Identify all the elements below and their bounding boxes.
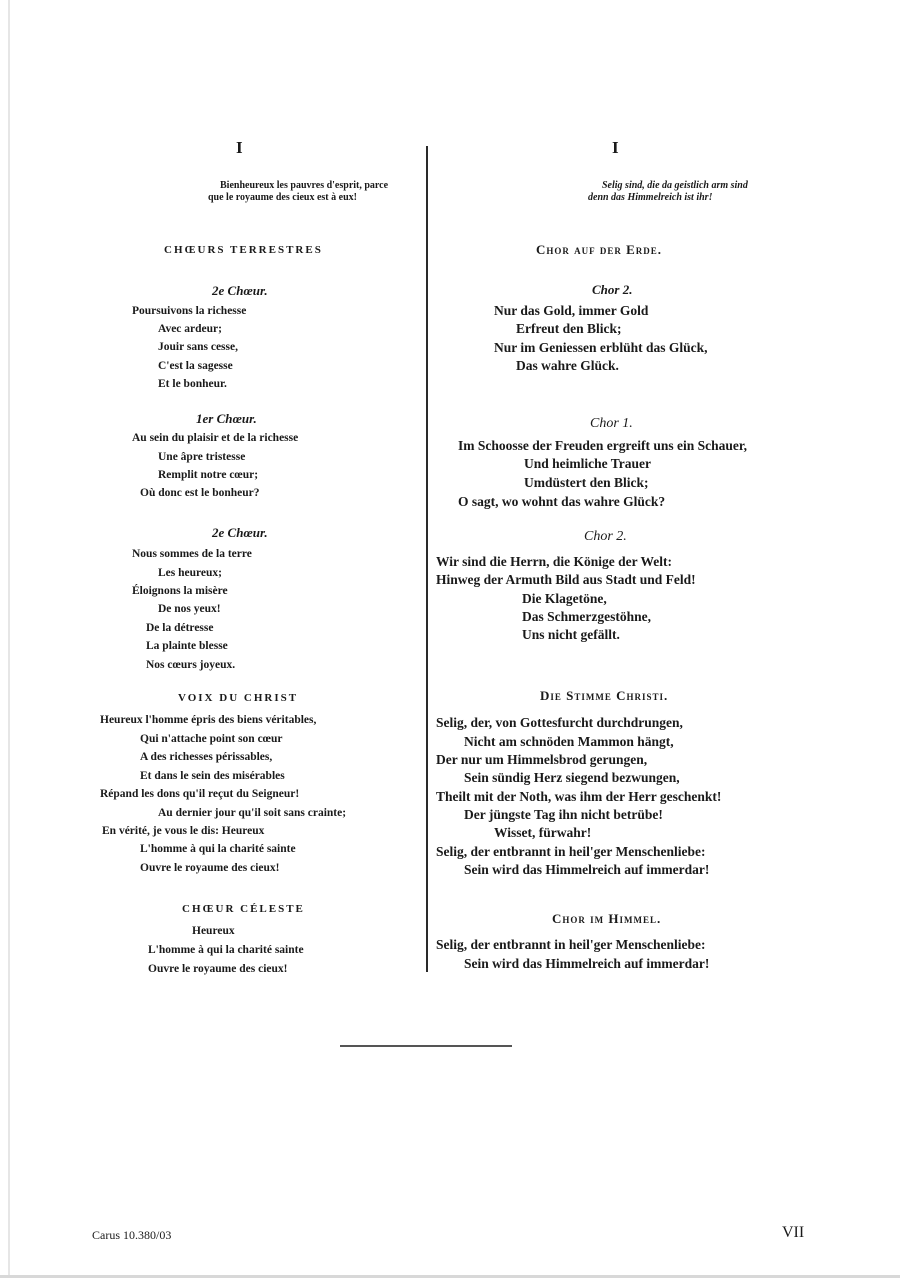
footer-catalog-number: Carus 10.380/03 — [92, 1228, 172, 1242]
french-verse-line: Où donc est le bonheur? — [140, 487, 260, 499]
german-chor-2-label: Chor 2. — [592, 282, 633, 297]
french-verse-line: Ouvre le royaume des cieux! — [140, 862, 280, 874]
french-verse-line: Et dans le sein des misérables — [140, 770, 285, 782]
french-beatitude-line: que le royaume des cieux est à eux! — [208, 192, 357, 203]
german-verse-line: Der nur um Himmelsbrod gerungen, — [436, 752, 648, 767]
german-verse-line: O sagt, wo wohnt das wahre Glück? — [458, 494, 666, 509]
german-verse-line: Im Schoosse der Freuden ergreift uns ein Schauer, — [458, 438, 748, 453]
french-verse-line: Et le bonheur. — [158, 378, 227, 390]
german-verse-line: Sein sündig Herz siegend bezwungen, — [464, 770, 680, 785]
french-verse-line: Qui n'attache point son cœur — [140, 733, 283, 745]
french-verse-line: De nos yeux! — [158, 603, 221, 615]
french-verse-line: Poursuivons la richesse — [132, 305, 247, 317]
german-verse-line: Wir sind die Herrn, die Könige der Welt: — [436, 554, 673, 569]
german-verse-line: Sein wird das Himmelreich auf immerdar! — [464, 956, 710, 971]
german-verse-line: Und heimliche Trauer — [524, 456, 651, 471]
french-verse-line: Nos cœurs joyeux. — [146, 659, 236, 671]
french-heading-celeste: CHŒUR CÉLESTE — [182, 903, 305, 915]
german-verse-line: Uns nicht gefällt. — [522, 627, 620, 642]
german-verse-line: Theilt mit der Noth, was ihm der Herr geschenkt! — [436, 789, 722, 804]
french-verse-line: L'homme à qui la charité sainte — [140, 843, 296, 855]
closing-rule — [340, 1045, 512, 1047]
german-verse-line: Nur im Geniessen erblüht das Glück, — [494, 340, 708, 355]
german-verse-line: Das wahre Glück. — [516, 358, 619, 373]
german-heading-himmel: Chor im Himmel. — [552, 911, 662, 926]
german-verse-line: Sein wird das Himmelreich auf immerdar! — [464, 862, 710, 877]
german-verse-line: Selig, der entbrannt in heil'ger Menschenliebe: — [436, 937, 706, 952]
german-section-numeral: I — [612, 138, 619, 157]
french-heading-terrestre: CHŒURS TERRESTRES — [164, 244, 323, 256]
footer-page-number: VII — [782, 1224, 805, 1241]
german-verse-line: Nur das Gold, immer Gold — [494, 303, 649, 318]
french-verse-line: Heureux l'homme épris des biens véritables, — [100, 714, 317, 726]
french-verse-line: Nous sommes de la terre — [132, 548, 252, 560]
french-verse-line: Avec ardeur; — [158, 323, 222, 335]
column-divider — [426, 146, 428, 972]
german-chor-1-label: Chor 1. — [590, 416, 633, 431]
french-verse-line: Les heureux; — [158, 567, 222, 579]
french-verse-line: Au dernier jour qu'il soit sans crainte; — [158, 807, 347, 819]
german-verse-line: Erfreut den Blick; — [516, 321, 622, 336]
french-verse-line: Répand les dons qu'il reçut du Seigneur! — [100, 788, 300, 800]
german-chor-2b-label: Chor 2. — [584, 529, 627, 544]
french-verse-line: Une âpre tristesse — [158, 451, 246, 463]
french-verse-line: De la détresse — [146, 622, 214, 634]
german-verse-line: Umdüstert den Blick; — [524, 475, 649, 490]
french-verse-line: Au sein du plaisir et de la richesse — [132, 432, 299, 444]
german-beatitude-line: denn das Himmelreich ist ihr! — [588, 192, 713, 203]
french-verse-line: La plainte blesse — [146, 640, 228, 652]
german-verse-line: Selig, der entbrannt in heil'ger Menschenliebe: — [436, 844, 706, 859]
french-chorus-1-label: 1er Chœur. — [196, 411, 257, 426]
french-beatitude-line: Bienheureux les pauvres d'esprit, parce — [220, 180, 389, 191]
french-heading-christ: VOIX DU CHRIST — [178, 692, 299, 704]
french-chorus-2-label: 2e Chœur. — [212, 283, 268, 298]
french-verse-line: C'est la sagesse — [158, 360, 233, 372]
german-verse-line: Das Schmerzgestöhne, — [522, 609, 651, 624]
french-verse-line: Éloignons la misère — [132, 585, 228, 597]
german-verse-line: Wisset, fürwahr! — [494, 825, 592, 840]
french-section-numeral: I — [236, 138, 243, 157]
french-verse-line: L'homme à qui la charité sainte — [148, 944, 304, 956]
page-edge-left — [8, 0, 10, 1278]
german-verse-line: Hinweg der Armuth Bild aus Stadt und Feld! — [436, 572, 696, 587]
french-chorus-2b-label: 2e Chœur. — [212, 525, 268, 540]
german-verse-line: Der jüngste Tag ihn nicht betrübe! — [464, 807, 663, 822]
german-heading-erde: Chor auf der Erde. — [536, 242, 663, 257]
french-verse-line: Heureux — [192, 925, 235, 937]
german-heading-christi: Die Stimme Christi. — [540, 688, 669, 703]
german-beatitude-line: Selig sind, die da geistlich arm sind — [602, 180, 748, 191]
german-verse-line: Nicht am schnöden Mammon hängt, — [464, 734, 674, 749]
french-verse-line: Ouvre le royaume des cieux! — [148, 963, 288, 975]
french-verse-line: En vérité, je vous le dis: Heureux — [102, 825, 265, 837]
german-verse-line: Die Klagetöne, — [522, 591, 607, 606]
french-verse-line: Jouir sans cesse, — [158, 341, 238, 353]
french-verse-line: A des richesses périssables, — [140, 751, 273, 763]
german-verse-line: Selig, der, von Gottesfurcht durchdrungen, — [436, 715, 683, 730]
french-verse-line: Remplit notre cœur; — [158, 469, 259, 481]
